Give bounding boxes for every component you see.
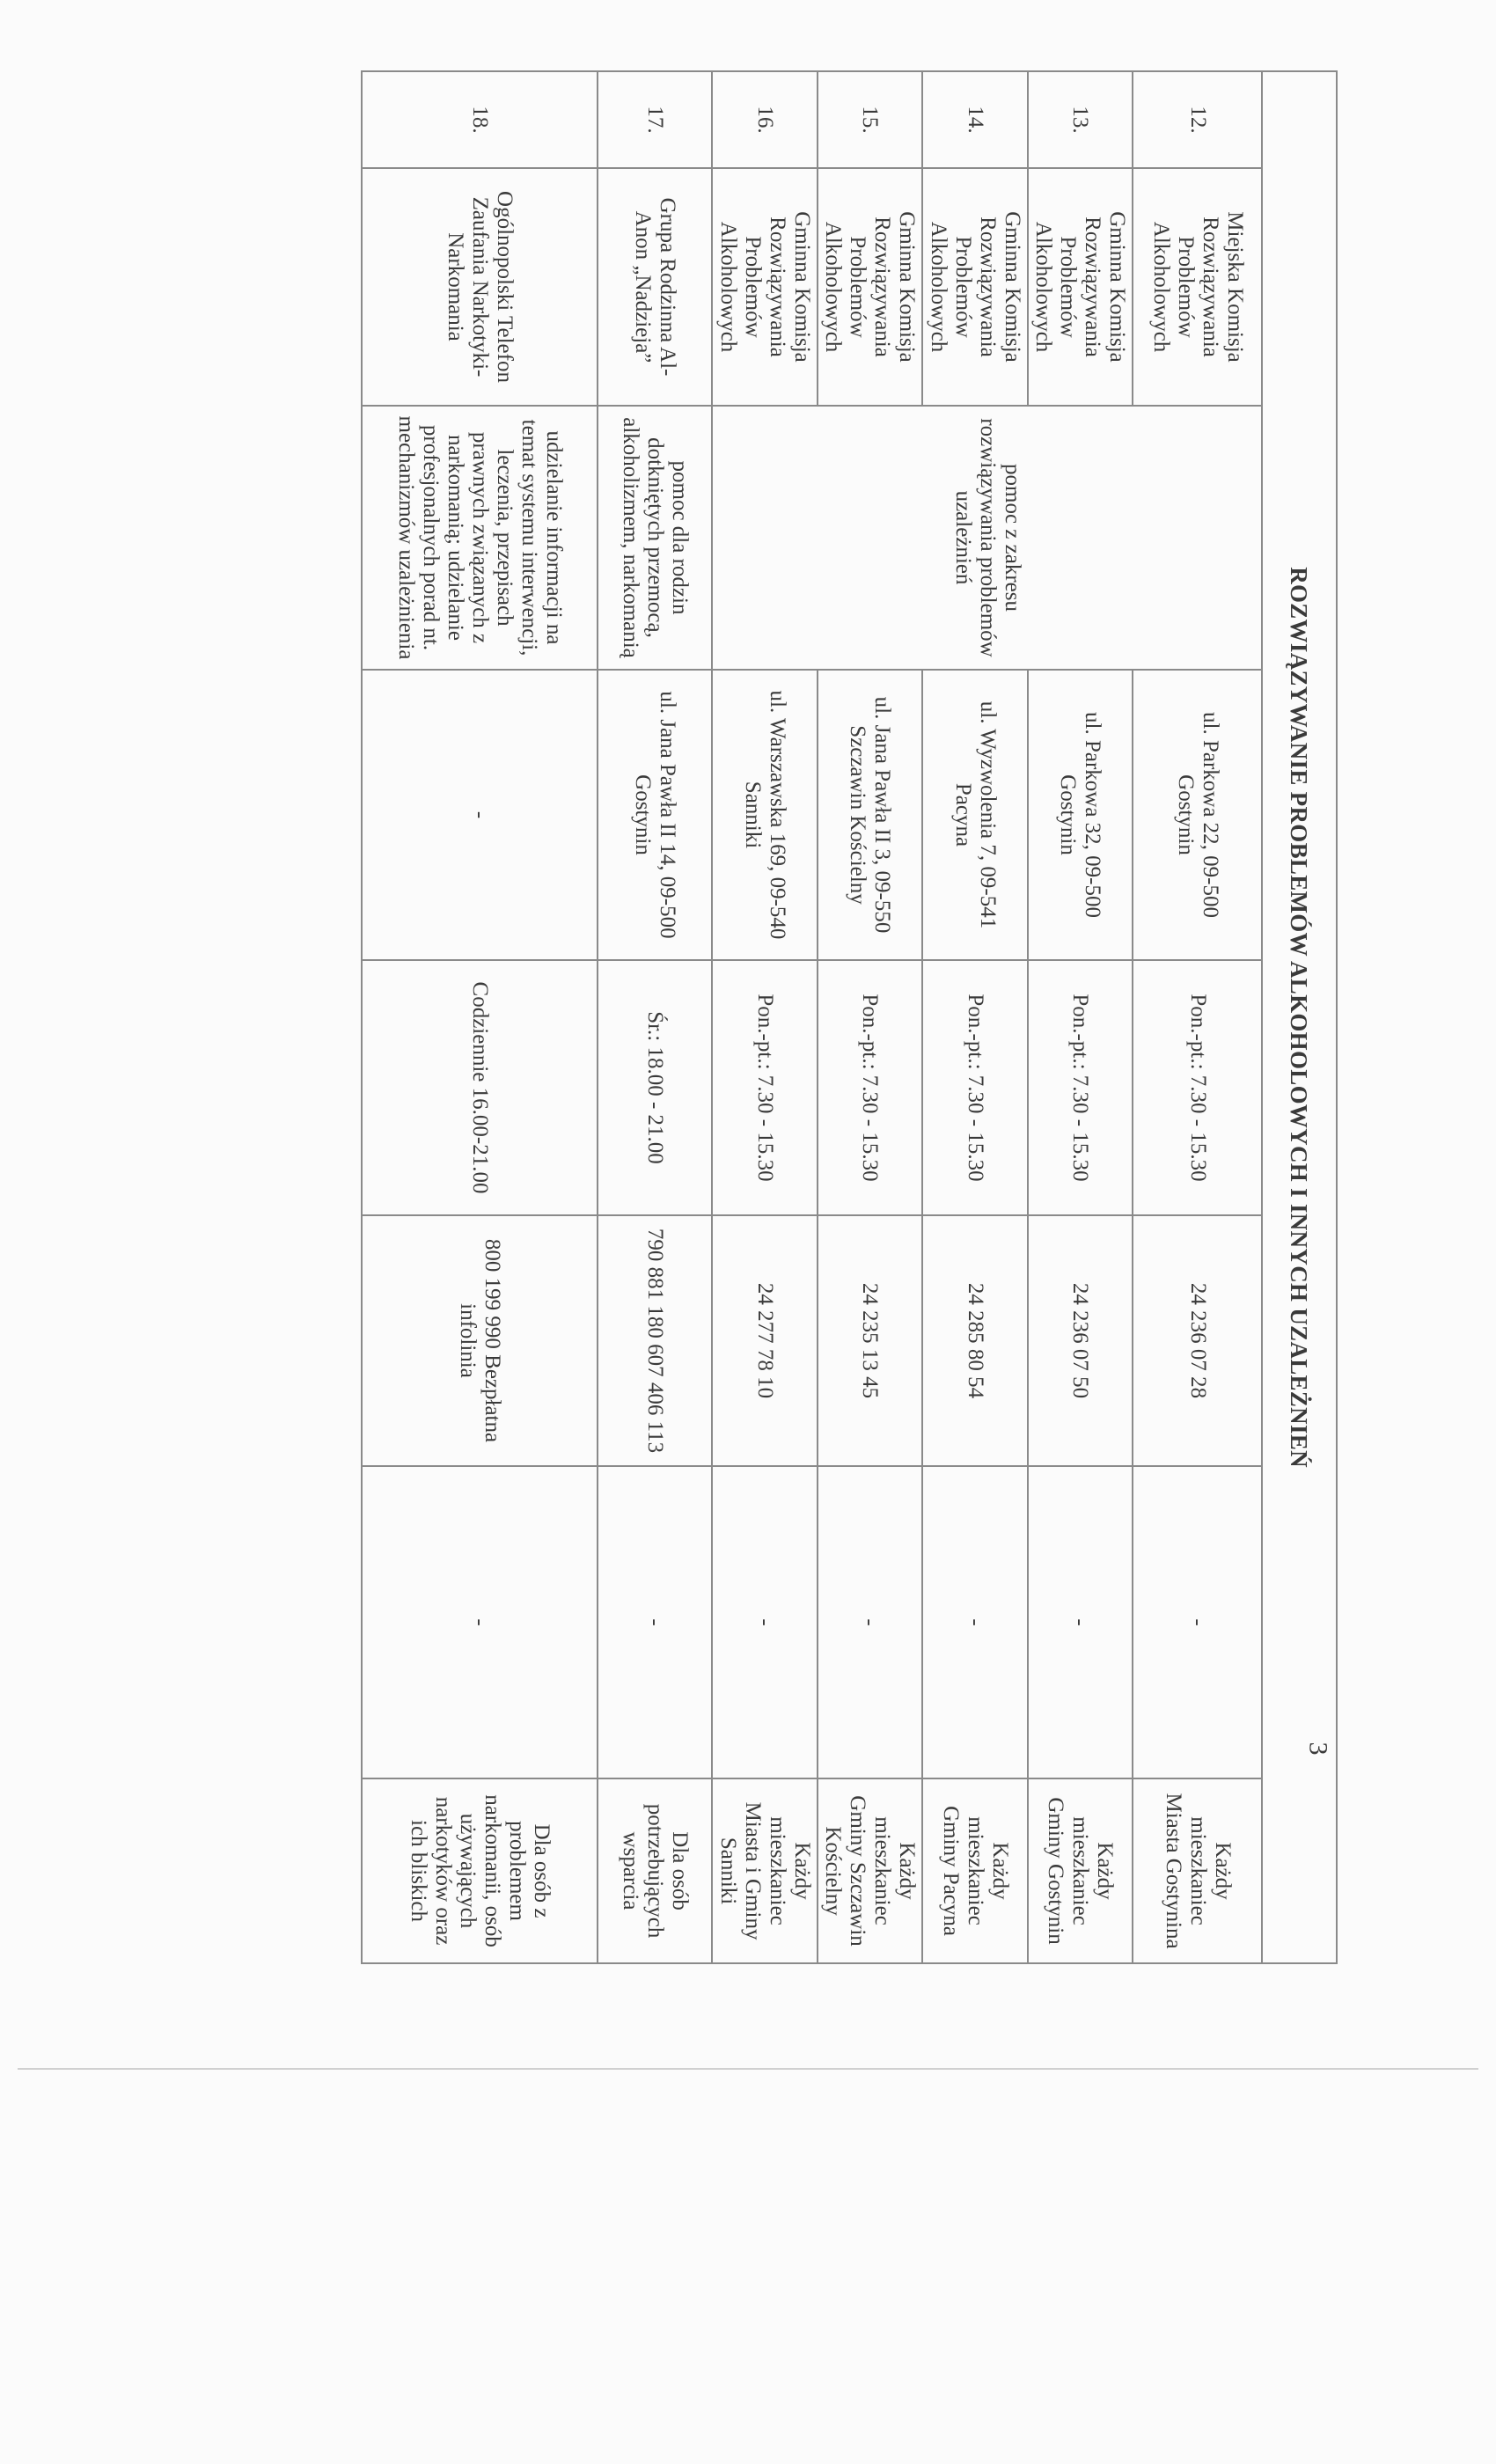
opening-hours: Pon.-pt.: 7.30 - 15.30 — [922, 960, 1028, 1215]
table-row — [712, 71, 818, 1963]
table-title: ROZWIĄZYWANIE PROBLEMÓW ALKOHOLOWYCH I INNYCH UZALEŻNIEŃ — [1262, 71, 1337, 1963]
institution-name: Gminna Komisja Rozwiązywania Problemów Alkoholowych — [712, 168, 818, 406]
table-row — [1028, 71, 1133, 1963]
service-description: pomoc z zakresu rozwiązywania problemów uzależnień — [712, 406, 1262, 670]
page-number: 3 — [1303, 1742, 1333, 1756]
address: ul. Parkowa 32, 09-500 Gostynin — [1028, 670, 1133, 960]
phone: 24 235 13 45 — [818, 1215, 923, 1466]
service-description: udzielanie informacji na temat systemu interwencji, leczenia, przepisach prawnych związanych z narkomanią; udzielanie profesjonalnych porad nt. mechanizmów uzależnienia — [362, 406, 598, 670]
address: ul. Wyzwolenia 7, 09-541 Pacyna — [922, 670, 1028, 960]
address: ul. Warszawska 169, 09-540 Sanniki — [712, 670, 818, 960]
address: ul. Jana Pawła II 14, 09-500 Gostynin — [598, 670, 712, 960]
target-group: Dla osób potrzebujących wsparcia — [598, 1778, 712, 1963]
opening-hours: Pon.-pt.: 7.30 - 15.30 — [1133, 960, 1262, 1215]
institution-name: Gminna Komisja Rozwiązywania Problemów Alkoholowych — [818, 168, 923, 406]
address: - — [362, 670, 598, 960]
other-info: - — [1133, 1466, 1262, 1778]
other-info: - — [362, 1466, 598, 1778]
institution-name: Gminna Komisja Rozwiązywania Problemów Alkoholowych — [1028, 168, 1133, 406]
row-number: 18. — [362, 71, 598, 168]
phone: 800 199 990 Bezpłatna infolinia — [362, 1215, 598, 1466]
rotated-page-content — [361, 70, 1338, 1962]
institution-name: Ogólnopolski Telefon Zaufania Narkotyki-Narkomania — [362, 168, 598, 406]
opening-hours: Śr.: 18.00 - 21.00 — [598, 960, 712, 1215]
target-group: Każdy mieszkaniec Gminy Szczawin Kościelny — [818, 1778, 923, 1963]
target-group: Każdy mieszkaniec Miasta Gostynina — [1133, 1778, 1262, 1963]
table-row — [818, 71, 923, 1963]
phone: 790 881 180 607 406 113 — [598, 1215, 712, 1466]
opening-hours: Pon.-pt.: 7.30 - 15.30 — [818, 960, 923, 1215]
table-row — [598, 71, 712, 1963]
row-number: 17. — [598, 71, 712, 168]
phone: 24 285 80 54 — [922, 1215, 1028, 1466]
phone: 24 277 78 10 — [712, 1215, 818, 1466]
other-info: - — [712, 1466, 818, 1778]
institution-name: Gminna Komisja Rozwiązywania Problemów Alkoholowych — [922, 168, 1028, 406]
target-group: Każdy mieszkaniec Gminy Gostynin — [1028, 1778, 1133, 1963]
row-number: 16. — [712, 71, 818, 168]
row-number: 14. — [922, 71, 1028, 168]
table-row — [1133, 71, 1262, 1963]
row-number: 15. — [818, 71, 923, 168]
table-row — [922, 71, 1028, 1963]
service-description: pomoc dla rodzin dotkniętych przemocą, alkoholizmem, narkomanią — [598, 406, 712, 670]
target-group: Dla osób z problemem narkomanii, osób używających narkotyków oraz ich bliskich — [362, 1778, 598, 1963]
target-group: Każdy mieszkaniec Miasta i Gminy Sanniki — [712, 1778, 818, 1963]
row-number: 12. — [1133, 71, 1262, 168]
other-info: - — [1028, 1466, 1133, 1778]
other-info: - — [598, 1466, 712, 1778]
services-table — [361, 70, 1338, 1964]
opening-hours: Pon.-pt.: 7.30 - 15.30 — [712, 960, 818, 1215]
target-group: Każdy mieszkaniec Gminy Pacyna — [922, 1778, 1028, 1963]
phone: 24 236 07 28 — [1133, 1215, 1262, 1466]
institution-name: Miejska Komisja Rozwiązywania Problemów Alkoholowych — [1133, 168, 1262, 406]
phone: 24 236 07 50 — [1028, 1215, 1133, 1466]
row-number: 13. — [1028, 71, 1133, 168]
address: ul. Jana Pawła II 3, 09-550 Szczawin Kościelny — [818, 670, 923, 960]
address: ul. Parkowa 22, 09-500 Gostynin — [1133, 670, 1262, 960]
scan-edge-line — [18, 2068, 1478, 2070]
table-row — [362, 71, 598, 1963]
institution-name: Grupa Rodzinna Al-Anon „Nadzieja” — [598, 168, 712, 406]
opening-hours: Codziennie 16.00-21.00 — [362, 960, 598, 1215]
table-title-row — [1262, 71, 1337, 1963]
opening-hours: Pon.-pt.: 7.30 - 15.30 — [1028, 960, 1133, 1215]
other-info: - — [922, 1466, 1028, 1778]
other-info: - — [818, 1466, 923, 1778]
